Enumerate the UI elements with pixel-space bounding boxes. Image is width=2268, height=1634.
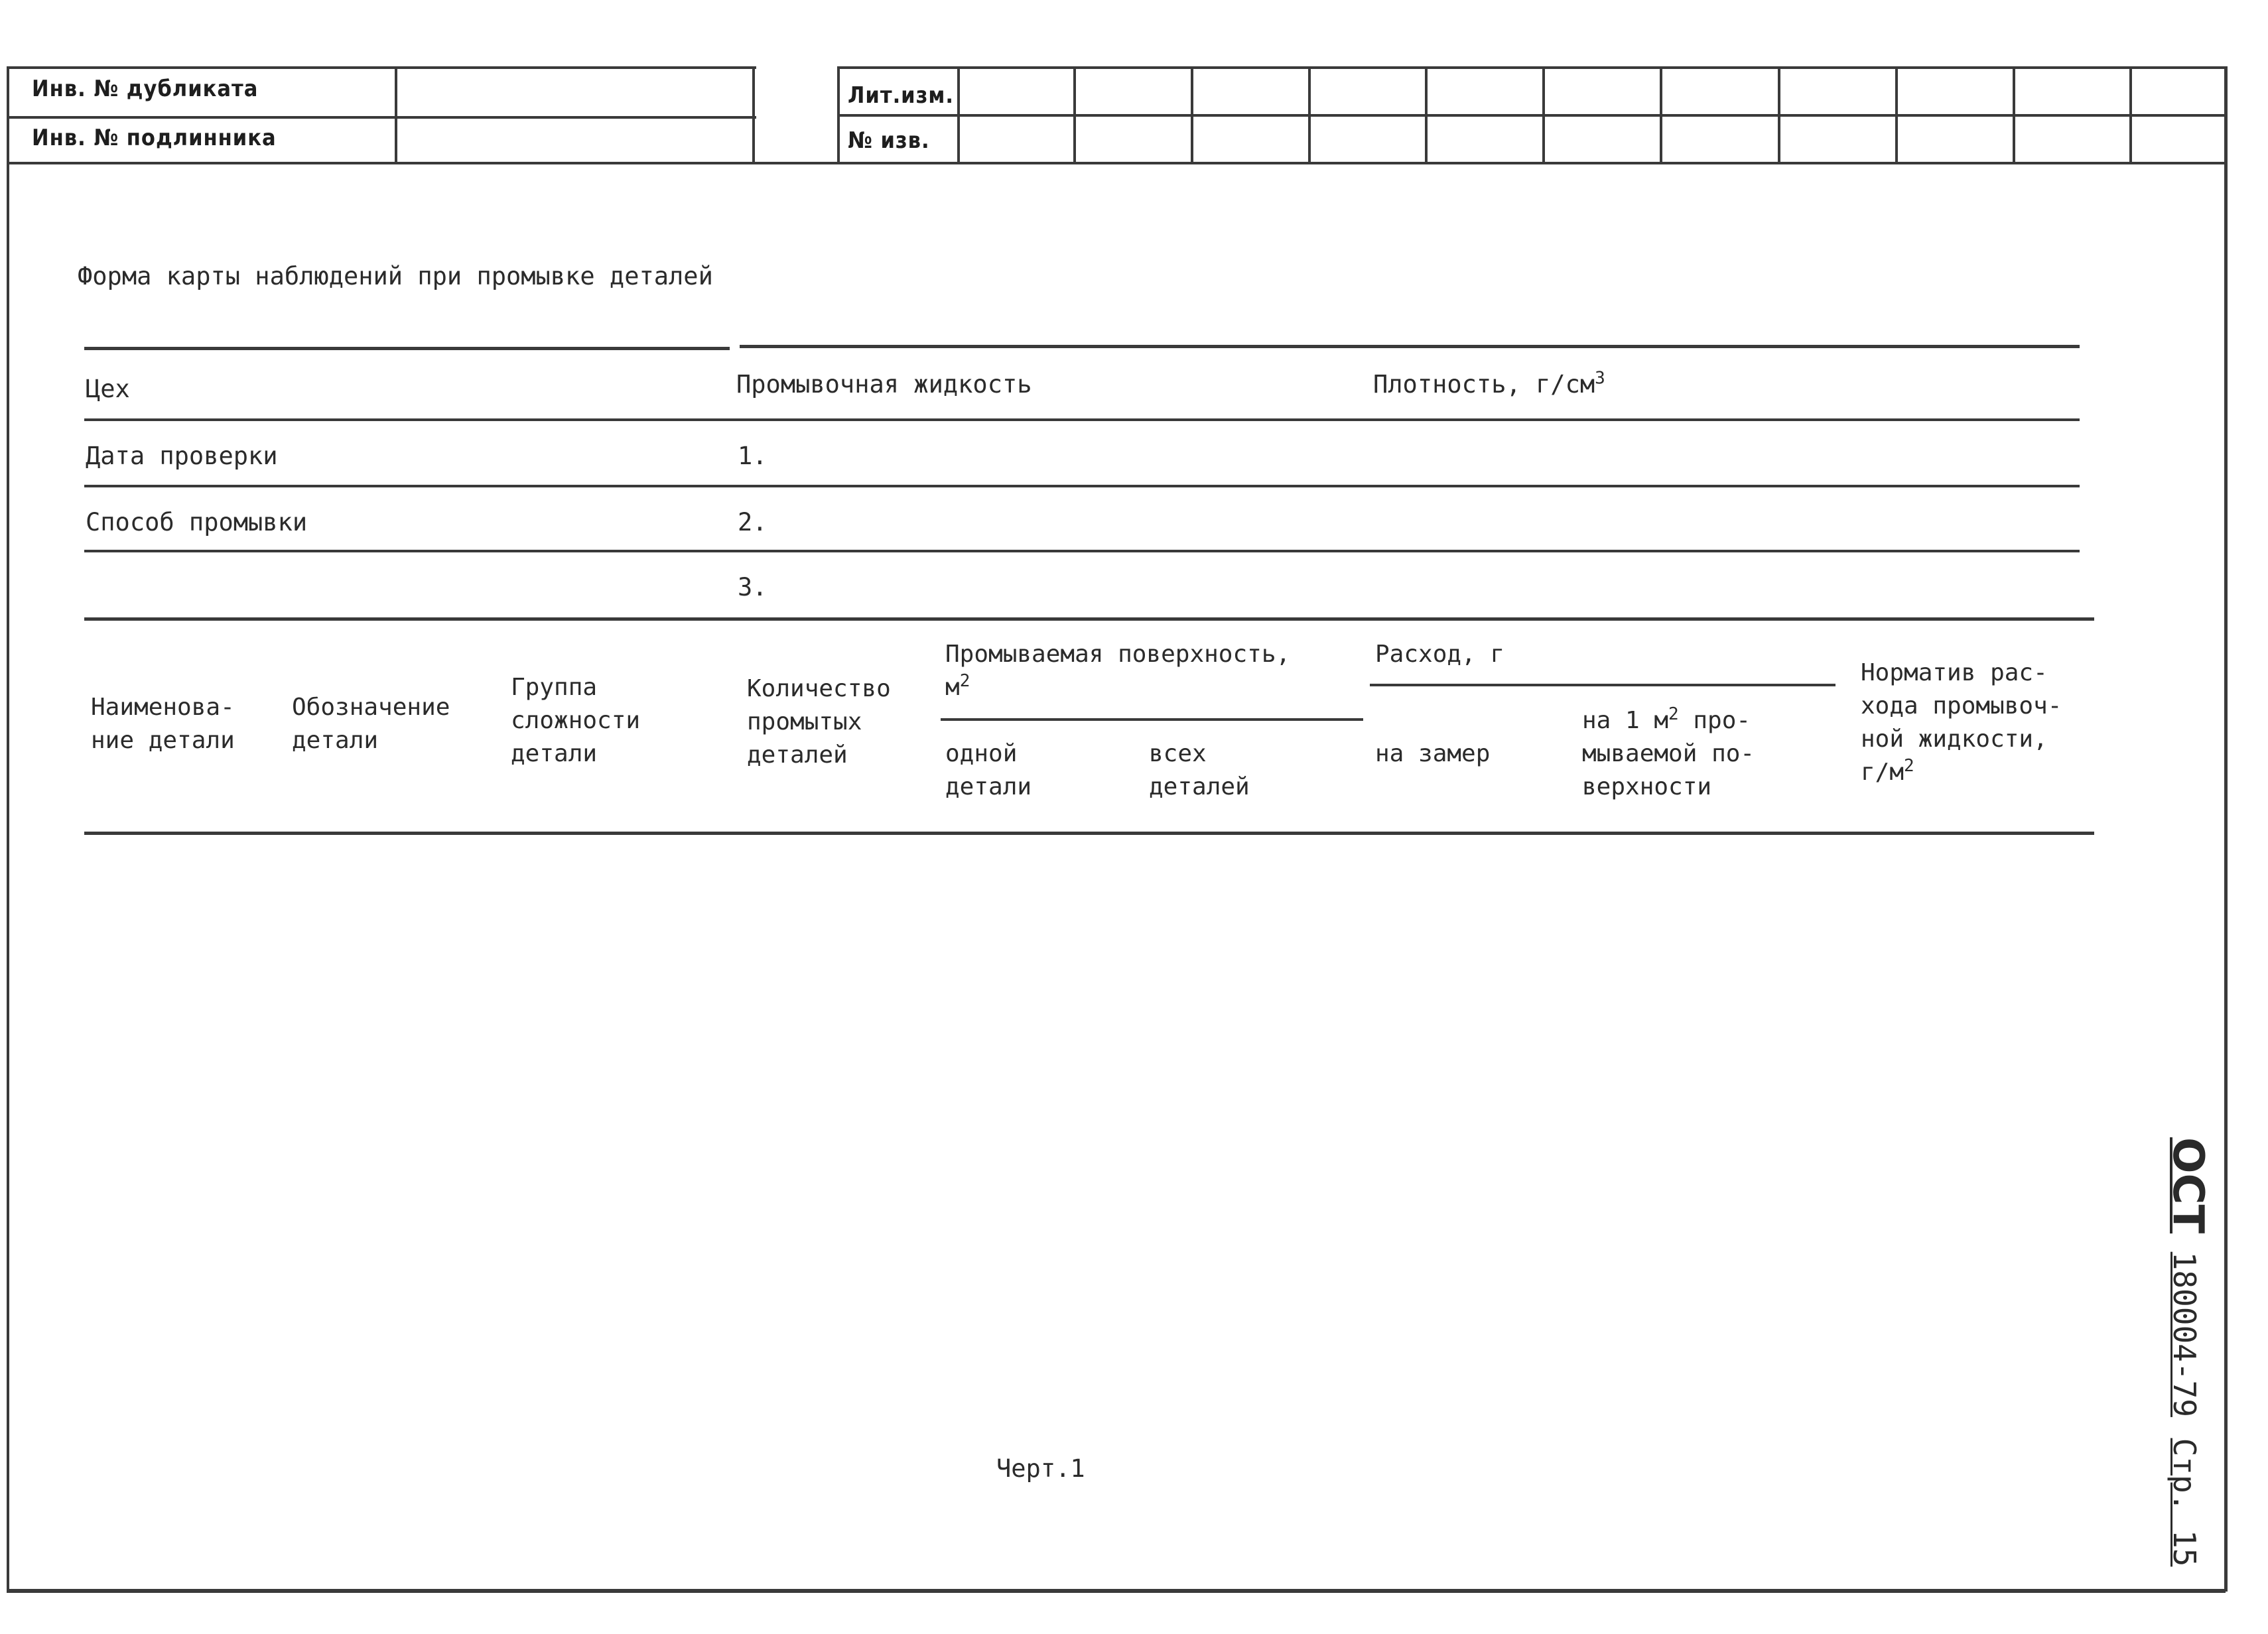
form-title: Форма карты наблюдений при промывке деталей (78, 262, 713, 290)
col-complexity-group: Группа сложности детали (511, 674, 641, 767)
col-surface-all-parts: всех деталей (1149, 740, 1250, 800)
frame-top (7, 162, 2226, 164)
notice-number-label: № изв. (848, 127, 930, 154)
col-surface-one-part: одной детали (945, 740, 1032, 800)
item-1: 1. (738, 442, 767, 470)
item-3: 3. (738, 573, 767, 601)
check-date-label: Дата проверки (86, 442, 278, 470)
shop-label: Цех (86, 375, 130, 403)
col-washed-surface: Промываемая поверхность, $м^2$ (945, 641, 1291, 701)
col-consumption: Расход, г (1375, 641, 1505, 668)
wash-method-label: Способ промывки (86, 508, 308, 536)
frame-bottom (7, 1589, 2226, 1593)
document-code (2146, 1137, 2212, 1567)
standard-number: 180004-79 (2167, 1251, 2202, 1417)
original-inventory-label: Инв. № подлинника (32, 125, 277, 151)
col-washed-quantity: Количество промытых деталей (747, 675, 891, 769)
frame-left (7, 66, 9, 1592)
drawing-label: Черт.1 (996, 1454, 1085, 1483)
col-consumption-norm: Норматив рас- хода промывоч- ной жидкости, $г/м^2$ (1861, 659, 2062, 786)
density-label: Плотность, $г/см^3$ (1373, 368, 1605, 399)
item-2: 2. (738, 508, 767, 536)
standard-prefix: ОСТ (2163, 1137, 2212, 1234)
change-letter-label: Лит.изм. (848, 82, 955, 109)
col-consumption-per-m2: на 1 $м^2$ про- мываемой по- верхности (1582, 704, 1755, 800)
frame-right (2224, 66, 2228, 1592)
col-part-name: Наименова- ние детали (91, 694, 235, 754)
wash-fluid-label: Промывочная жидкость (736, 370, 1032, 399)
duplicate-inventory-label: Инв. № дубликата (32, 76, 259, 102)
col-consumption-per-measurement: на замер (1375, 740, 1491, 767)
col-part-designation: Обозначение детали (292, 694, 450, 754)
page-number: Стр. 15 (2167, 1438, 2202, 1567)
